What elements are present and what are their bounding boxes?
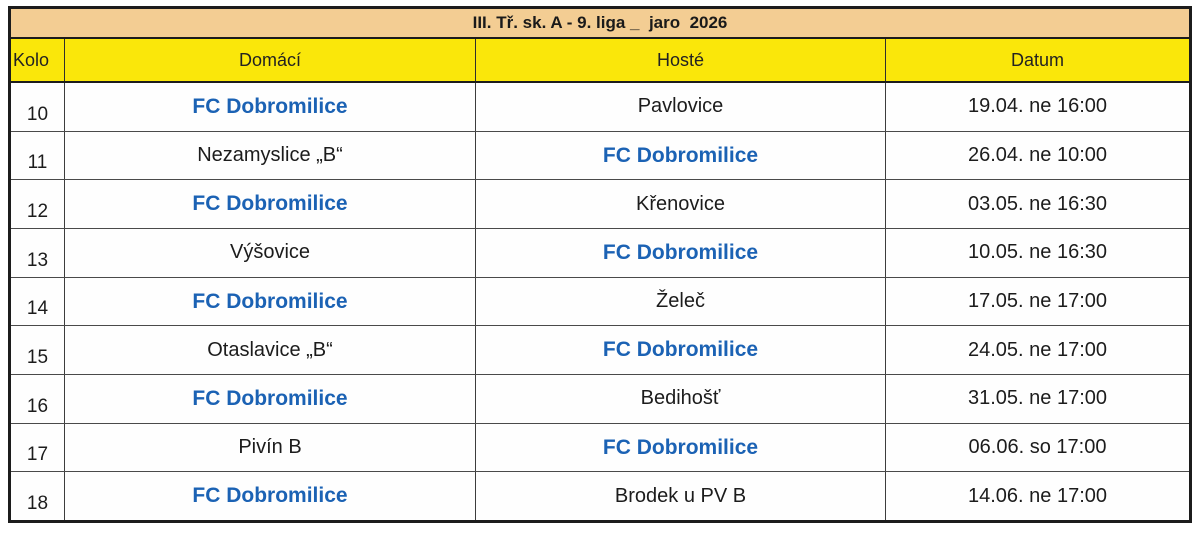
away-team-label: Pavlovice [637, 95, 724, 118]
home-team-cell [65, 278, 476, 326]
schedule-table [8, 6, 1192, 523]
table-title: III. Tř. sk. A - 9. liga _ jaro 2026 [11, 9, 1189, 39]
kolo-cell: 10 [11, 83, 65, 131]
away-team-label: FC Dobromilice [602, 240, 759, 264]
table-row [11, 424, 1189, 473]
table-row [11, 472, 1189, 520]
away-team-label: FC Dobromilice [602, 338, 759, 362]
date-cell: 10.05. ne 16:30 [967, 241, 1107, 264]
away-team-cell [476, 229, 886, 277]
date-cell: 31.05. ne 17:00 [967, 387, 1107, 410]
away-team-cell [476, 278, 886, 326]
date-cell: 03.05. ne 16:30 [967, 192, 1107, 215]
kolo-cell: 15 [11, 326, 65, 374]
table-row [11, 180, 1189, 229]
home-team-cell [65, 180, 476, 228]
home-team-label: Pivín B [238, 436, 302, 459]
away-team-cell [476, 424, 886, 472]
date-cell: 26.04. ne 10:00 [967, 144, 1107, 166]
away-team-cell [476, 83, 886, 131]
kolo-cell: 16 [11, 375, 65, 423]
home-team-label: Nezamyslice „B“ [197, 144, 343, 166]
away-team-label: Křenovice [636, 192, 725, 215]
kolo-cell: 12 [11, 180, 65, 228]
table-row [11, 83, 1189, 132]
table-row [11, 278, 1189, 327]
date-cell: 17.05. ne 17:00 [967, 290, 1107, 313]
away-team-label: Želeč [656, 290, 705, 313]
home-team-label: FC Dobromilice [192, 484, 348, 508]
home-team-cell [65, 472, 476, 520]
home-team-label: FC Dobromilice [192, 192, 348, 216]
date-cell: 06.06. so 17:00 [968, 436, 1107, 459]
home-team-cell [65, 326, 476, 374]
away-team-label: Brodek u PV B [614, 484, 747, 507]
kolo-cell: 18 [11, 472, 65, 520]
kolo-cell: 17 [11, 424, 65, 472]
column-header-domaci: Domácí [65, 39, 476, 81]
away-team-cell [476, 472, 886, 520]
table-row [11, 132, 1189, 181]
date-cell: 19.04. ne 16:00 [967, 95, 1107, 118]
table-row [11, 326, 1189, 375]
date-cell: 24.05. ne 17:00 [967, 338, 1107, 361]
column-header-kolo: Kolo [11, 39, 65, 81]
away-team-cell [476, 375, 886, 423]
date-cell: 14.06. ne 17:00 [967, 484, 1107, 507]
away-team-label: FC Dobromilice [602, 143, 759, 167]
table-header-row [11, 39, 1189, 83]
home-team-cell [65, 375, 476, 423]
home-team-cell [65, 424, 476, 472]
away-team-cell [476, 132, 886, 180]
home-team-label: Výšovice [229, 241, 311, 264]
away-team-cell [476, 326, 886, 374]
table-row [11, 375, 1189, 424]
home-team-cell [65, 83, 476, 131]
away-team-label: Bedihošť [640, 387, 721, 410]
column-header-hoste: Hosté [476, 39, 886, 81]
home-team-cell [65, 132, 476, 180]
home-team-label: FC Dobromilice [192, 94, 348, 118]
column-header-datum: Datum [1010, 49, 1064, 70]
away-team-label: FC Dobromilice [602, 435, 759, 459]
kolo-cell: 11 [11, 132, 65, 180]
kolo-cell: 14 [11, 278, 65, 326]
home-team-label: Otaslavice „B“ [207, 338, 333, 361]
home-team-cell [65, 229, 476, 277]
home-team-label: FC Dobromilice [192, 386, 348, 410]
home-team-label: FC Dobromilice [192, 289, 348, 313]
kolo-cell: 13 [11, 229, 65, 277]
table-row [11, 229, 1189, 278]
away-team-cell [476, 180, 886, 228]
